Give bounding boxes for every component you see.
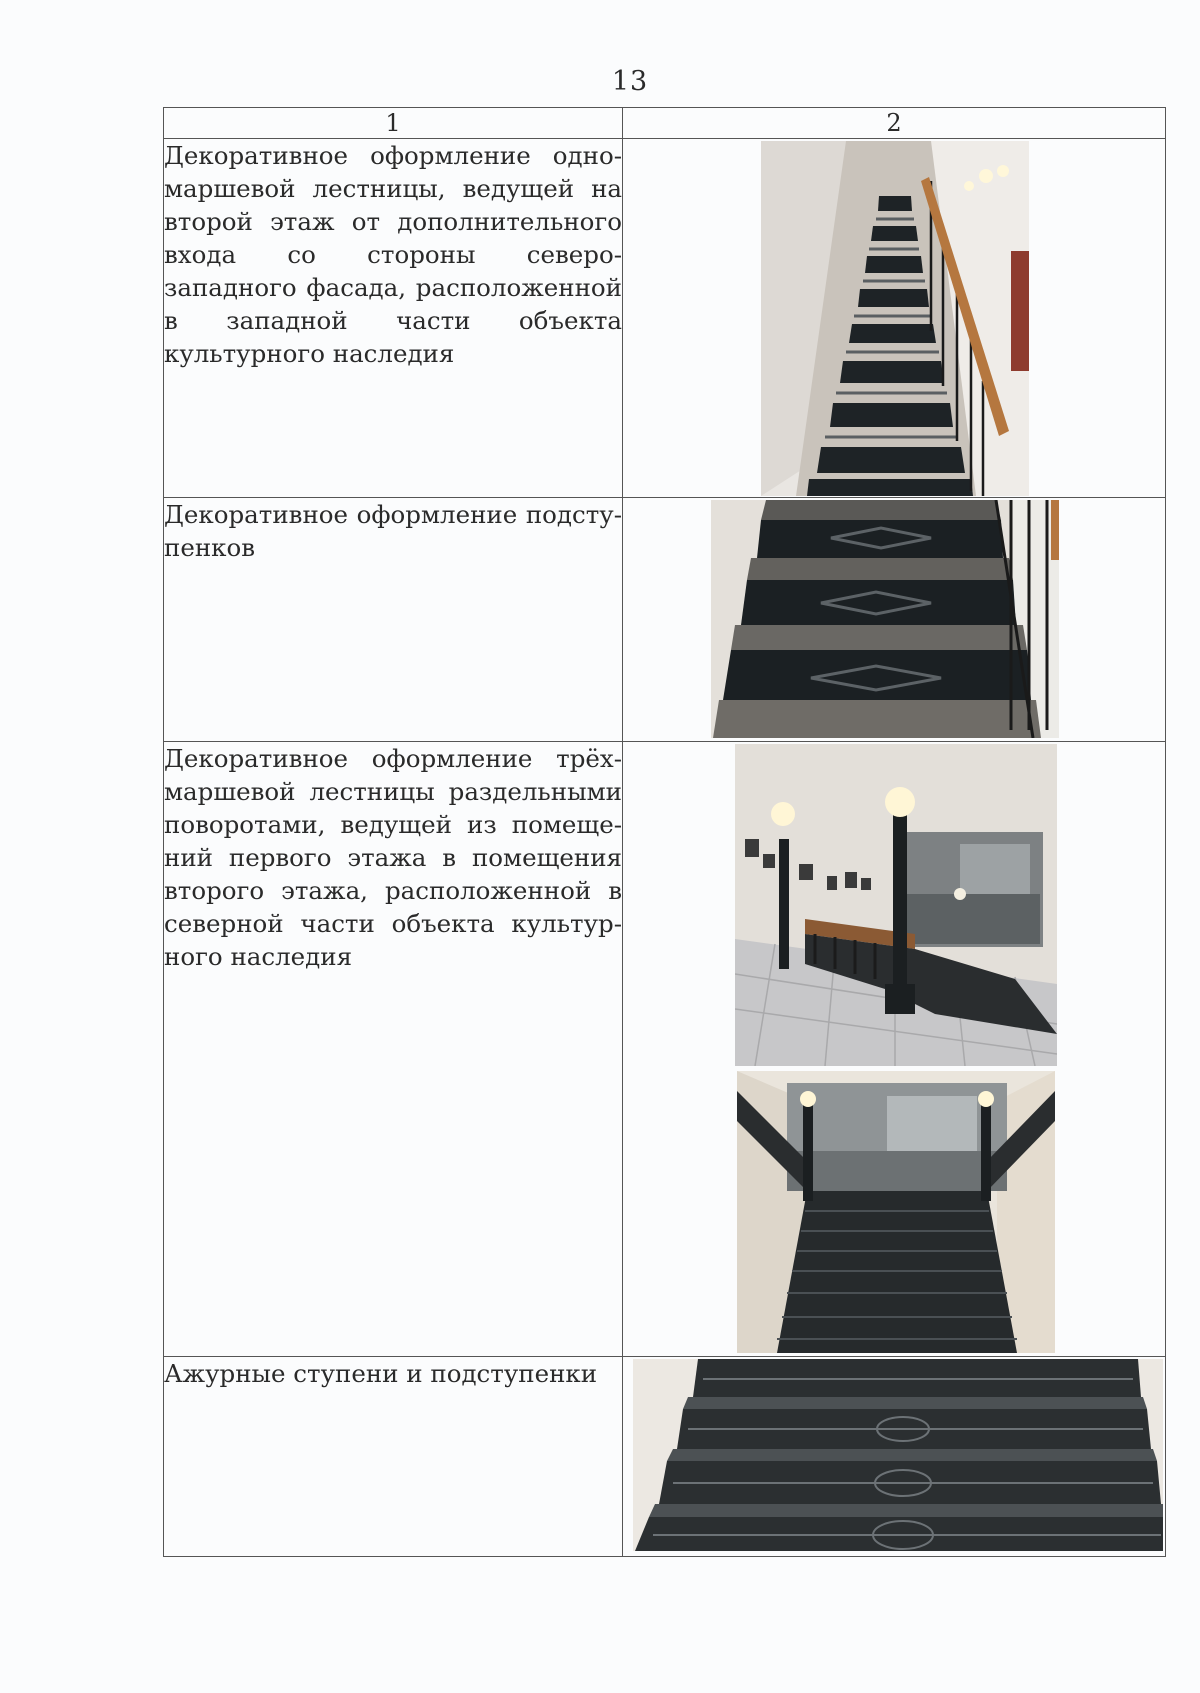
table-row [164, 742, 1166, 1357]
page-number: 13 [611, 66, 649, 97]
photo-cell [623, 742, 1166, 1357]
three-flight-staircase-front-photo [737, 1071, 1055, 1353]
openwork-steps-photo [633, 1359, 1163, 1551]
column-1-header: 1 [164, 108, 623, 139]
column-2-header: 2 [623, 108, 1166, 139]
three-flight-staircase-landing-photo [735, 744, 1057, 1066]
table-row [164, 498, 1166, 742]
table-header-row [164, 108, 1166, 139]
heritage-elements-table [163, 107, 1166, 1557]
single-flight-staircase-photo [761, 141, 1029, 496]
row-description: Ажурные ступени и подступенки [164, 1357, 623, 1557]
photo-cell [623, 498, 1166, 742]
row-description: Декоративное оформление подступенков [164, 498, 623, 742]
photo-cell [623, 1357, 1166, 1557]
table-row [164, 1357, 1166, 1557]
stair-risers-photo [711, 500, 1059, 738]
row-description: Декоративное оформление трёхмаршевой лестницы раздельными поворотами, ведущей из помещений первого этажа в помещения второго этажа, расположенной в северной части объекта культурного наследия [164, 742, 623, 1357]
photo-cell [623, 139, 1166, 498]
row-description: Декоративное оформление одномаршевой лестницы, ведущей на второй этаж от дополнительного входа со стороны северо-западного фасада, расположенной в западной части объекта культурного наследия [164, 139, 623, 498]
table-row [164, 139, 1166, 498]
